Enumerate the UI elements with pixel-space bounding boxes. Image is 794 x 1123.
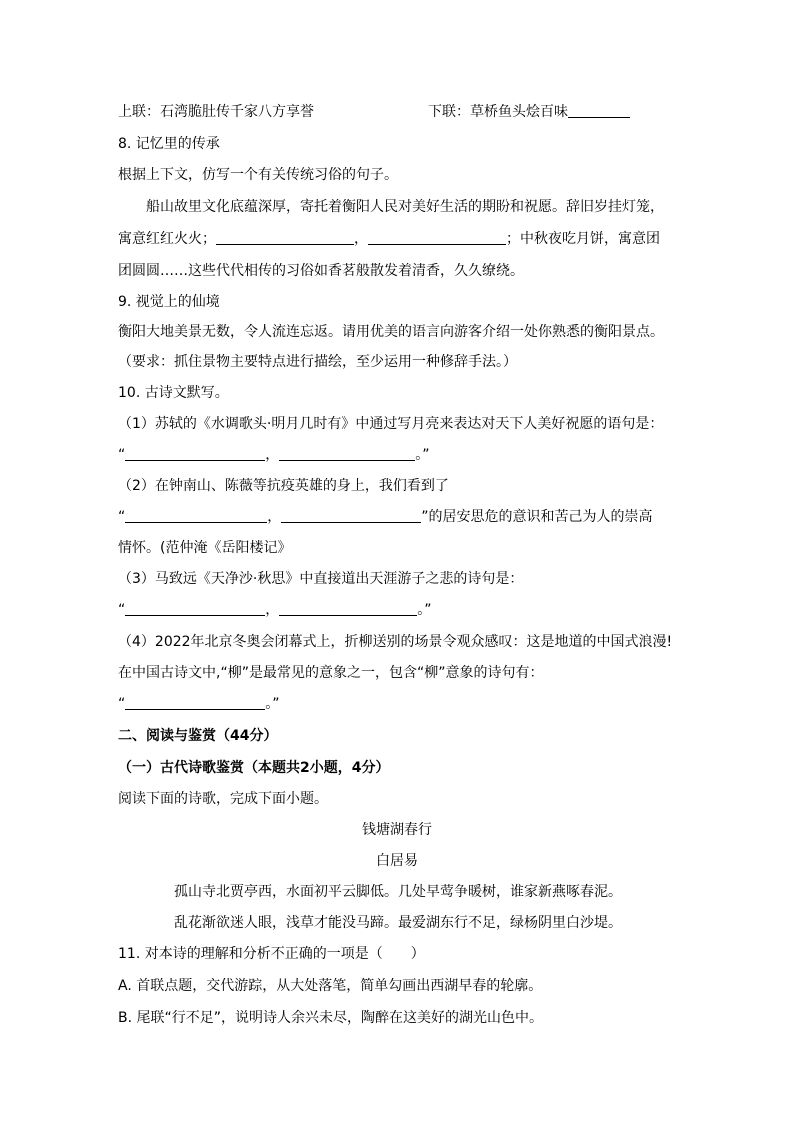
q8-text: ；中秋夜吃月饼，寓意团 bbox=[506, 231, 660, 247]
comma: ， bbox=[265, 602, 280, 618]
q9-requirement: （要求：抓住景物主要特点进行描绘，至少运用一种修辞手法。） bbox=[118, 354, 517, 370]
comma: ， bbox=[265, 447, 280, 463]
q8-instruction: 根据上下文，仿写一个有关传统习俗的句子。 bbox=[118, 167, 398, 183]
q10-item2-source: 情怀。(范仲淹《岳阳楼记》 bbox=[118, 540, 292, 556]
answer-blank[interactable] bbox=[125, 508, 267, 523]
q8-text: 寓意红红火火； bbox=[118, 231, 216, 247]
couplet-lower-text: 下联：草桥鱼头烩百味 bbox=[428, 104, 568, 120]
open-quote: “ bbox=[118, 602, 126, 618]
open-quote: “ bbox=[118, 696, 126, 712]
end-quote: 。” bbox=[417, 602, 432, 618]
q8-paragraph-line2 bbox=[118, 229, 660, 249]
end-quote: 。” bbox=[265, 696, 280, 712]
open-quote: “ bbox=[118, 447, 126, 463]
section2-instruction: 阅读下面的诗歌，完成下面小题。 bbox=[118, 791, 328, 807]
q11-option-a[interactable]: A. 首联点题，交代游踪，从大处落笔，简单勾画出西湖早春的轮廓。 bbox=[118, 978, 543, 994]
section2-title: 二、阅读与鉴赏（44分） bbox=[118, 728, 278, 744]
q9-title: 9. 视觉上的仙境 bbox=[118, 294, 220, 310]
end-quote: 。” bbox=[415, 447, 430, 463]
q10-item1-blanks bbox=[118, 445, 430, 465]
q10-item3: （3）马致远《天净沙·秋思》中直接道出天涯游子之悲的诗句是： bbox=[118, 571, 524, 587]
answer-blank[interactable] bbox=[281, 508, 421, 523]
answer-blank[interactable] bbox=[568, 103, 630, 118]
q10-item1: （1）苏轼的《水调歌头·明月几时有》中通过写月亮来表达对天下人美好祝愿的语句是： bbox=[118, 416, 664, 432]
q10-item4-line1: （4）2022年北京冬奥会闭幕式上，折柳送别的场景令观众感叹：这是地道的中国式浪漫! bbox=[118, 634, 673, 650]
answer-blank[interactable] bbox=[279, 446, 415, 461]
q10-title: 10. 古诗文默写。 bbox=[118, 385, 229, 401]
answer-blank[interactable] bbox=[279, 601, 417, 616]
comma: ， bbox=[267, 509, 282, 525]
q8-title: 8. 记忆里的传承 bbox=[118, 136, 220, 152]
q10-item2-tail: 的居安思危的意识和苦己为人的崇高 bbox=[428, 509, 653, 525]
q8-paragraph-line1: 船山故里文化底蕴深厚，寄托着衡阳人民对美好生活的期盼和祝愿。辞旧岁挂灯笼， bbox=[146, 199, 664, 215]
q9-text: 衡阳大地美景无数，令人流连忘返。请用优美的语言向游客介绍一处你熟悉的衡阳景点。 bbox=[118, 324, 664, 340]
q10-item2: （2）在钟南山、陈薇等抗疫英雄的身上，我们看到了 bbox=[118, 478, 449, 494]
answer-blank[interactable] bbox=[125, 601, 265, 616]
poem-author: 白居易 bbox=[376, 853, 418, 869]
answer-blank[interactable] bbox=[368, 230, 506, 245]
couplet-lower bbox=[428, 102, 630, 122]
poem-line2: 乱花渐欲迷人眼，浅草才能没马蹄。最爱湖东行不足，绿杨阴里白沙堤。 bbox=[174, 915, 622, 931]
q8-paragraph-line3: 团圆圆……这些代代相传的习俗如香茗般散发着清香，久久缭绕。 bbox=[118, 263, 524, 279]
q10-item4-line2: 在中国古诗文中,“柳”是最常见的意象之一，包含“柳”意象的诗句有： bbox=[118, 665, 544, 681]
poem-line1: 孤山寺北贾亭西，水面初平云脚低。几处早莺争暖树，谁家新燕啄春泥。 bbox=[174, 884, 622, 900]
answer-blank[interactable] bbox=[125, 695, 265, 710]
answer-blank[interactable] bbox=[125, 446, 265, 461]
q10-item2-blanks bbox=[118, 507, 653, 527]
q11-option-b[interactable]: B. 尾联“行不足”，说明诗人余兴未尽，陶醉在这美好的湖光山色中。 bbox=[118, 1010, 544, 1026]
close-quote: ” bbox=[421, 509, 429, 525]
q10-item4-blanks bbox=[118, 694, 280, 714]
q10-item3-blanks bbox=[118, 600, 432, 620]
poem-title: 钱塘湖春行 bbox=[362, 822, 432, 838]
q11-stem: 11. 对本诗的理解和分析不正确的一项是（ ） bbox=[118, 946, 425, 962]
open-quote: “ bbox=[118, 509, 126, 525]
section2-subtitle: （一）古代诗歌鉴赏（本题共2小题，4分） bbox=[118, 760, 390, 776]
answer-blank[interactable] bbox=[216, 230, 354, 245]
q8-comma: ， bbox=[354, 231, 368, 247]
couplet-upper: 上联：石湾脆肚传千家八方享誉 bbox=[118, 104, 314, 120]
